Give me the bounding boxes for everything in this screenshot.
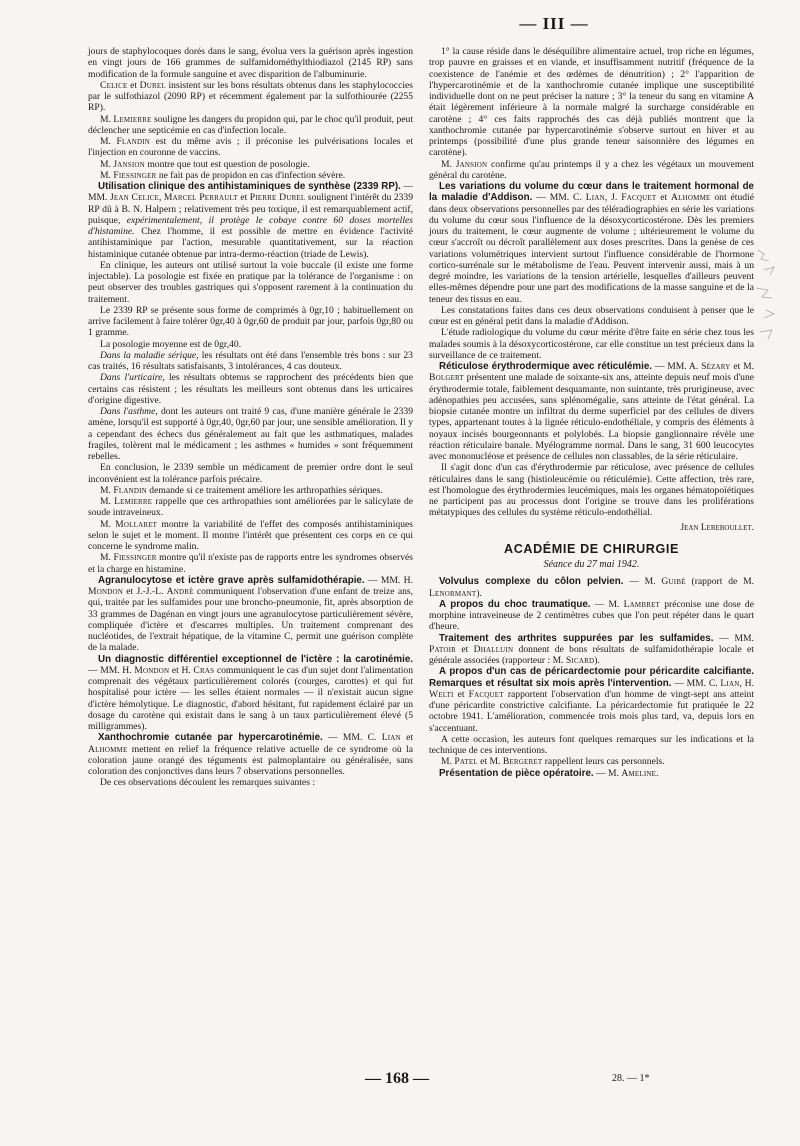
text-run: — MM. A.: [652, 361, 702, 372]
text-run: M.: [100, 113, 114, 125]
author-name: Lian: [720, 677, 740, 689]
text-run: soulignent l'intérêt du 2339 RP dû à B. N. Halpern ; relativement très peu toxique, il est remarquablement actif, puisque,: [88, 192, 414, 226]
paragraph: [88, 136, 413, 159]
italic-text: Dans l'asthme: [100, 406, 156, 417]
text-run: , dont les auteurs ont traité 9 cas, d'une manière générale le 2339 amène, lorsqu'il est supporté à 0gr,40, 0gr,60 par jour, une sensible amélioration. Il y a cependant des échecs dus généralement au fait que les asthmatiques, malades fragiles, tolèrent mal le médicament ; les asthmes « humides » sont fréquemment rebelles.: [88, 406, 413, 462]
author-name: Jansion: [455, 158, 488, 170]
text-run: montre la variabilité de l'effet des composés antihistaminiques selon le sujet et le moment. Il montre l'intérêt que présentent ces corps en ce qui concerne le syndrome malin.: [88, 518, 413, 552]
paragraph: [88, 350, 413, 373]
text-run: — MM. H.: [88, 664, 135, 676]
text-run: De ces observations découlent les remarques suivantes :: [100, 777, 315, 789]
text-run: ).: [594, 655, 600, 666]
author-name: Facquet: [468, 688, 504, 700]
text-run: montre que tout est question de posologie.: [144, 158, 310, 170]
paragraph: [88, 496, 413, 519]
section-heading: Xanthochromie cutanée par hypercarotinémie.: [98, 732, 323, 744]
author-name: Lian: [381, 732, 401, 744]
section-paragraph: [429, 633, 754, 667]
author-name: Facquet: [621, 192, 657, 204]
author-name: Bergeret: [502, 756, 543, 768]
text-run: M.: [100, 484, 114, 496]
section-heading: Traitement des arthrites suppurées par les sulfamides.: [439, 632, 714, 644]
author-name: Patel: [454, 756, 478, 768]
section-heading: Utilisation clinique des antihistaminiques de synthèse (2339 RP).: [98, 181, 401, 192]
section-heading: Un diagnostic différentiel exceptionnel de l'ictère : la carotinémie.: [98, 653, 413, 665]
paragraph: [88, 372, 413, 406]
section-paragraph: [429, 666, 754, 734]
text-run: communiquent le cas d'un sujet dont l'alimentation comprenait des végétaux particulièrement colorés (courges, carottes) et qui fut hospitalisé pour ictère — les selles étaient normales — il n'existait aucun signe d'ictère hémolytique. Le diagnostic, d'abord hésitant, fut rapidement éclairé par un dosage du carotène qui existait dans le sang à un taux particulièrement élevé (5 milligrammes).: [88, 664, 413, 732]
section-heading: Volvulus complexe du côlon pelvien.: [439, 576, 624, 588]
author-name: Jean Celice: [109, 192, 159, 204]
text-run: et: [656, 192, 672, 204]
italic-text: Dans la maladie sérique: [100, 349, 197, 361]
text-run: confirme qu'au printemps il y a chez les végétaux un mouvement général du carotène.: [429, 158, 755, 181]
text-run: M.: [100, 169, 114, 181]
author-name: Mondon: [134, 664, 170, 676]
author-name: Lemierre: [114, 496, 153, 507]
text-run: et: [453, 688, 469, 700]
paragraph: [88, 339, 413, 350]
author-name: Lambret: [623, 598, 661, 610]
paragraph: [429, 305, 754, 328]
paragraph: [88, 462, 413, 485]
text-run: et: [237, 192, 250, 204]
page-header: — III —: [519, 14, 589, 33]
text-run: et H.: [169, 664, 194, 676]
author-name: Durel: [139, 79, 166, 91]
author-name: Mondon: [88, 586, 124, 597]
sheet-signature: 28. — 1*: [612, 1073, 650, 1084]
text-run: préconise une dose de morphine intraveineuse de 2 centimètres cubes que l'on peut répéter dans le quart d'heure.: [429, 598, 754, 633]
society-title: ACADÉMIE DE CHIRURGIE: [504, 541, 679, 556]
paragraph: [88, 305, 413, 339]
text-run: Les constatations faites dans ces deux observations conduisent à penser que le cœur est en général petit dans la maladie d'Addison.: [429, 304, 754, 327]
text-run: L'étude radiologique du volume du cœur mérite d'être faite en série chez tous les malades soumis à la désoxycorticostérone, car elle constitue un test précieux dans la surveillance de ce traitement.: [429, 327, 754, 361]
paragraph: [429, 159, 754, 182]
paragraph: [88, 46, 413, 80]
text-run: et M.: [730, 361, 754, 372]
text-run: M.: [100, 158, 114, 170]
section-paragraph: [429, 768, 754, 779]
text-run: ont étudié dans deux observations personnelles par des téléradiographies en série les variations du volume du cœur sous l'influence de la désoxycorticostérone. Dès les premiers jours du traitement, le cœur augmente de volume ; ultérieurement le volume du cœur s'accroît ou décroît parallèlement aux doses prescrites. Dans la genèse de ces variations volumétriques intervient surtout l'influence considérable de l'hormone cortico-surrénale sur le métabolisme de l'eau. Peuvent intervenir aussi, mais à un degré moindre, les variations de la tension artérielle, lesquelles d'ailleurs peuvent elles-mêmes dépendre pour une part des modifications de la masse sanguine et de la teneur des tissus en eau.: [429, 192, 754, 305]
author-name: Jansion: [113, 158, 145, 170]
author-signature: Jean Lereboullet.: [680, 522, 754, 533]
text-run: — MM.: [713, 632, 754, 644]
text-run: communiquent l'observation d'une enfant de treize ans, qui, traitée par les sulfamides pour une broncho-pneumonie, fit, après absorption de 33 grammes de Dagénan en vingt jours une agranulocytose particulièrement sévère, compliquée d'ictère et d'escarres multiples. Un traitement comprenant des nucléotides, de l'extrait hépatique, de la vitamine C, permit une guérison complète de la malade.: [88, 586, 414, 654]
section-paragraph: [88, 181, 413, 260]
text-run: , H.: [739, 677, 754, 689]
text-run: En clinique, les auteurs ont utilisé surtout la voie buccale (il existe une forme injectable). La posologie est fixée en pratique par la tolérance de l'organisme : on peut observer des troubles gastriques qui s'opposent rarement à la continuation du traitement.: [88, 259, 413, 305]
paragraph: [88, 485, 413, 496]
author-name: Lenormant: [429, 587, 477, 599]
author-name: Lian: [585, 192, 605, 204]
left-column: [88, 46, 413, 789]
section-paragraph: [429, 361, 754, 462]
section-paragraph: [429, 181, 754, 305]
text-run: — MM. C.: [532, 192, 586, 204]
paragraph: [88, 159, 413, 170]
section-heading: Réticulose érythrodermique avec réticulémie.: [439, 361, 653, 372]
paragraph: [429, 462, 754, 518]
paragraph: [88, 406, 413, 462]
author-name: Pierre Durel: [249, 192, 306, 204]
author-name: Sézary: [701, 361, 731, 372]
italic-text: expérimentalement, il protège le cobaye contre 60 doses mortelles d'histamine.: [88, 214, 413, 237]
paragraph: [429, 327, 754, 361]
author-name: Ameline: [621, 767, 657, 779]
text-run: — M.: [623, 576, 662, 588]
text-run: — M.: [593, 767, 622, 779]
author-name: Guibé: [661, 576, 686, 588]
paragraph: [429, 46, 754, 159]
paragraph: [88, 777, 413, 788]
text-run: Le 2339 RP se présente sous forme de comprimés à 0gr,10 ; habituellement on arrive facilement à faire tolérer 0gr,40 à 0gr,60 de produit par jour, parfois 0gr,80 ou 1 gramme.: [88, 304, 413, 339]
columns: [88, 46, 760, 789]
author-name: Flandin: [116, 136, 151, 147]
section-paragraph: [429, 599, 754, 633]
section-heading: A propos d'un cas de péricardectomie pour péricardite calcifiante. Remarques et résultat six mois après l'intervention.: [429, 666, 754, 689]
section-paragraph: [88, 575, 413, 654]
text-run: rappellent leurs cas personnels.: [542, 756, 665, 768]
text-run: , J.: [604, 192, 622, 204]
text-run: rappelle que ces arthropathies sont améliorées par le salicylate de soude intraveineux.: [88, 496, 413, 519]
author-name: Welti: [429, 688, 454, 700]
text-run: insistent sur les bons résultats obtenus dans les staphylococcies par le sulfothiazol (2090 RP) et récemment également par la sulfothiourée (2255 RP).: [88, 79, 413, 114]
italic-text: Dans l'urticaire: [100, 372, 163, 384]
author-name: Bolgert: [429, 372, 464, 384]
text-run: ).: [476, 587, 482, 599]
section-heading: Agranulocytose et ictère grave après sulfamidothérapie.: [98, 574, 365, 586]
paragraph: [429, 756, 754, 767]
author-name: Alhomme: [671, 192, 711, 204]
author-name: Marcel Perrault: [163, 192, 238, 204]
text-run: montre qu'il n'existe pas de rapports entre les syndromes observés et la charge en histamine.: [88, 552, 414, 575]
paragraph: [429, 734, 754, 757]
right-column: [429, 46, 754, 789]
author-name: Sicard: [565, 655, 595, 666]
text-run: rapportent l'observation d'un homme de vingt-sept ans atteint d'une péricardite constrictive calcifiante. La péricardectomie fut pratiquée le 22 octobre 1941. L'amélioration, commencée trois mois plus tard, va, depuis lors en s'accentuant.: [429, 688, 754, 734]
text-run: — MM. C.: [322, 732, 382, 744]
author-name: Mollaret: [115, 518, 158, 530]
text-run: M.: [100, 136, 117, 147]
text-run: 1° la cause réside dans le déséquilibre alimentaire actuel, trop riche en légumes, trop pauvre en graisses et en viande, et insuffisamment nutritif (fréquence de la coexistence de l'anémie et des œdèmes de dénutrition) ; 2° l'apparition de l'hypercarotinémie et de la xanthochromie cutanée implique une susceptibilité individuelle dont on ne peut préciser la nature ; 3° la teneur du sang en vitamine A était légèrement inférieure à la normale malgré la surcharge considérable en carotène ; 4° ces faits rapprochés des cas déjà publiés montrent que la xanthochromie cutanée par hypercarotinémie s'observe surtout en hiver et au printemps (possibilité d'une plus grande teneur saisonnière des légumes en carotène).: [429, 46, 754, 159]
text-run: , les résultats ont été dans l'ensemble très bons : sur 23 cas traités, 16 résultats satisfaisants, 3 intolérances, 4 cas douteux.: [88, 349, 413, 372]
text-run: et J.-J.-L.: [123, 586, 167, 597]
text-run: ,: [159, 192, 164, 204]
text-run: — MM.: [88, 181, 413, 204]
section-heading: Présentation de pièce opératoire.: [439, 767, 594, 779]
section-paragraph: [88, 654, 413, 733]
text-run: et: [127, 79, 140, 91]
margin-scribble-icon: [750, 240, 790, 360]
session-date: Séance du 27 mai 1942.: [543, 559, 640, 570]
author-name: Lemierre: [113, 113, 152, 125]
text-run: — MM. C.: [671, 677, 721, 689]
text-run: (rapport de M.: [685, 576, 755, 588]
text-run: jours de staphylocoques dorés dans le sang, évolua vers la guérison après ingestion en vingt jours de 166 grammes de sulfamidométhylthiodiazol (2145 RP) sans modification de la formule sanguine et avec disparition de l'albuminurie.: [88, 46, 413, 80]
text-run: et: [400, 732, 414, 744]
text-run: ne fait pas de propidon en cas d'infection sévère.: [156, 169, 346, 181]
text-run: et M.: [477, 756, 503, 768]
section-paragraph: [88, 732, 413, 777]
paragraph: [88, 80, 413, 114]
author-name: André: [166, 586, 194, 597]
text-run: M.: [100, 552, 114, 564]
author-name: Fiessinger: [113, 552, 157, 564]
paragraph: [88, 114, 413, 137]
text-run: — M.: [590, 598, 624, 610]
text-run: M.: [441, 756, 455, 768]
text-run: demande si ce traitement améliore les arthropathies sériques.: [146, 484, 383, 496]
paragraph: [88, 170, 413, 181]
text-run: Il s'agit donc d'un cas d'érythrodermie par réticulose, avec présence de cellules réticulaires dans le sang (histioleucémie ou réticulémie). Cette affection, très rare, est l'homologue des érythrodermies leucémiques, mais les organes hématopoïétiques ne participent pas au processus dont l'origine se trouve dans les proliférations métatypiques des cellules du système réticulo-endothélial.: [429, 462, 754, 519]
text-run: A cette occasion, les auteurs font quelques remarques sur les indications et la technique de ces interventions.: [429, 733, 754, 756]
author-name: Dhalluin: [473, 643, 514, 655]
author-name: Patoir: [429, 643, 457, 655]
author-name: Fiessinger: [113, 169, 157, 181]
paragraph: [88, 552, 413, 575]
paragraph: [88, 519, 413, 553]
text-run: Chez l'homme, il est possible de mettre en évidence l'activité antihistaminique par l'action, mesurable quantitativement, sur la réaction histaminique cutanée obtenue par intra-dermo-réaction (triade de Lewis).: [88, 226, 413, 260]
text-run: — MM. H.: [364, 574, 413, 586]
text-run: M.: [100, 518, 116, 530]
section-heading: A propos du choc traumatique.: [439, 598, 591, 610]
author-name: Flandin: [113, 484, 147, 496]
text-run: , les résultats obtenus se rapprochent des précédents bien que certains cas résistent ; les résultats les meilleurs sont obtenus dans les urticaires d'origine digestive.: [88, 372, 413, 406]
author-name: Celice: [100, 79, 128, 91]
section-paragraph: [429, 576, 754, 599]
paragraph: [88, 260, 413, 305]
text-run: En conclusion, le 2339 semble un médicament de premier ordre dont le seul inconvénient est la tolérance parfois précaire.: [88, 462, 413, 485]
text-run: donnent de bons résultats de sulfamidothérapie locale et générale associées (rapporteur : M.: [429, 643, 754, 666]
section-heading: Les variations du volume du cœur dans le traitement hormonal de la maladie d'Addison.: [429, 181, 754, 204]
author-name: Cras: [193, 664, 215, 676]
page-number: — 168 —: [365, 1070, 429, 1087]
text-run: M.: [100, 496, 115, 507]
text-run: mettent en relief la fréquence relative actuelle de ce syndrome où la coloration jaune orangé des téguments est palmoplantaire ou généralisée, sans coloration des conjonctives dans leurs 7 observations personnelles.: [88, 743, 413, 777]
text-run: La posologie moyenne est de 0gr,40.: [100, 338, 242, 350]
text-run: souligne les dangers du propidon qui, par le choc qu'il produit, peut déclencher une septicémie en cas d'infection locale.: [88, 113, 414, 136]
text-run: .: [656, 767, 659, 779]
text-run: M.: [441, 158, 456, 170]
text-run: présentent une malade de soixante-six ans, atteinte depuis neuf mois d'une érythrodermie totale, faiblement desquamante, non suintante, très prurigineuse, avec adénopathies peu accusées, sans splénomégalie, sans atteinte de l'état général. La biopsie cutanée montre un infiltrat du derme superficiel par des cellules de divers types, appartenant toutes à la lignée réticulo-endothéliale, y compris des éléments à noyaux incisés bourgeonnants et polylobés. La biopsie ganglionnaire révèle une réaction réticulaire banale. Myélogramme normal. Dans le sang, 31 600 leucocytes avec mononucléose et présence de cellules non classables, de la série réticulaire.: [429, 372, 754, 462]
text-run: et: [456, 643, 474, 655]
text-run: est du même avis ; il préconise les pulvérisations locales et l'injection en couronne de vaccins.: [88, 136, 414, 159]
author-name: Alhomme: [88, 743, 128, 755]
